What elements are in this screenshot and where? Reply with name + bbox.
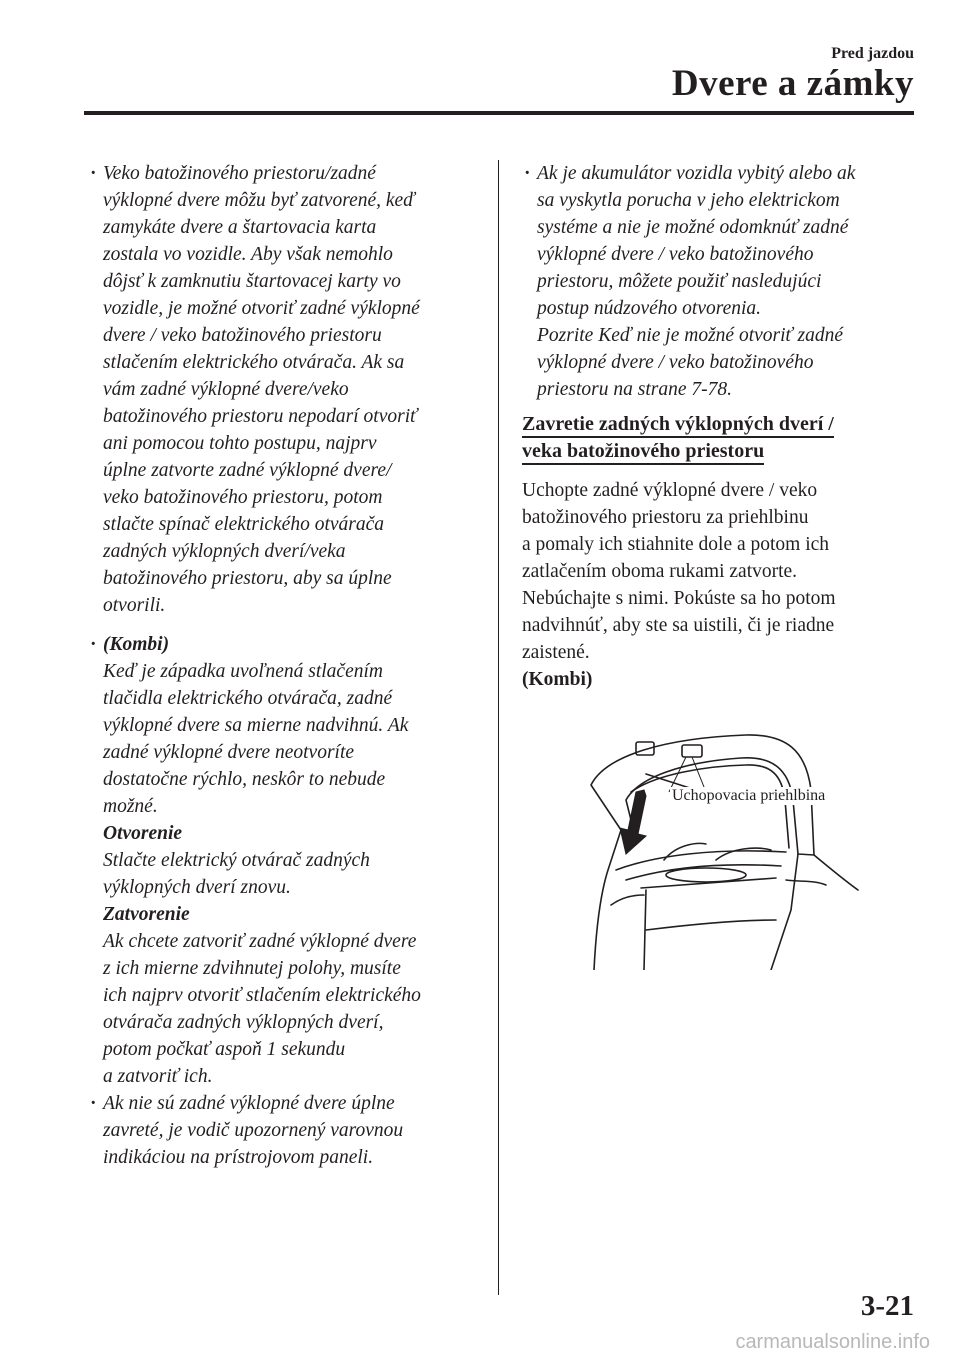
- subheading-close: Zatvorenie: [103, 904, 190, 925]
- watermark: carmanualsonline.info: [735, 1331, 930, 1353]
- body-line: batožinového priestoru za priehlbinu: [522, 507, 809, 528]
- text-line: batožinového priestoru, aby sa úplne: [103, 568, 392, 589]
- liftgate-illustration: [586, 730, 861, 970]
- text-line: úplne zatvorte zadné výklopné dvere/: [103, 460, 392, 481]
- figure-callout-label: Uchopovacia priehlbina: [672, 787, 826, 804]
- text-line: z ich mierne zdvihnutej polohy, musíte: [103, 958, 401, 979]
- text-line: dostatočne rýchlo, neskôr to nebude: [103, 769, 386, 790]
- text-line: zadných výklopných dverí/veka: [103, 541, 346, 562]
- body-line: Uchopte zadné výklopné dvere / veko: [522, 480, 818, 501]
- text-line: tlačidla elektrického otvárača, zadné: [103, 688, 393, 709]
- text-line: otvorili.: [103, 595, 166, 616]
- text-line: Keď je západka uvoľnená stlačením: [103, 661, 383, 682]
- bullet-item: [88, 160, 483, 619]
- header-section: Pred jazdou: [831, 45, 914, 62]
- text-line: potom počkať aspoň 1 sekundu: [103, 1039, 346, 1060]
- text-line: Ak je akumulátor vozidla vybitý alebo ak: [537, 163, 856, 184]
- text-line: Ak chcete zatvoriť zadné výklopné dvere: [103, 931, 417, 952]
- text-line: výklopné dvere / veko batožinového: [537, 352, 814, 373]
- text-line: systéme a nie je možné odomknúť zadné: [537, 217, 849, 238]
- text-line: výklopné dvere môžu byť zatvorené, keď: [103, 190, 416, 211]
- bullet-item: [88, 1090, 483, 1171]
- body-line: zatlačením oboma rukami zatvorte.: [522, 561, 798, 582]
- text-line: vám zadné výklopné dvere/veko: [103, 379, 349, 400]
- bullet-dot: ·: [90, 163, 97, 184]
- bullet-dot: ·: [90, 634, 97, 655]
- body-line: a pomaly ich stiahnite dole a potom ich: [522, 534, 830, 555]
- text-line: a zatvoriť ich.: [103, 1066, 213, 1087]
- text-line: batožinového priestoru nepodarí otvoriť: [103, 406, 418, 427]
- text-line: stlačením elektrického otvárača. Ak sa: [103, 352, 405, 373]
- bullet-item: [522, 160, 917, 403]
- bullet-dot: ·: [524, 163, 531, 184]
- text-line: Ak nie sú zadné výklopné dvere úplne: [103, 1093, 395, 1114]
- text-line: zavreté, je vodič upozornený varovnou: [103, 1120, 404, 1141]
- text-line: zamykáte dvere a štartovacia karta: [103, 217, 377, 238]
- text-line: otvárača zadných výklopných dverí,: [103, 1012, 384, 1033]
- text-line: stlačte spínač elektrického otvárača: [103, 514, 385, 535]
- text-line: veko batožinového priestoru, potom: [103, 487, 383, 508]
- text-line: výklopné dvere / veko batožinového: [537, 244, 814, 265]
- text-line: dôjsť k zamknutiu štartovacej karty vo: [103, 271, 401, 292]
- text-line: zostala vo vozidle. Aby však nemohlo: [103, 244, 393, 265]
- header-rule: [84, 111, 914, 115]
- text-line: sa vyskytla porucha v jeho elektrickom: [537, 190, 840, 211]
- text-line: vozidle, je možné otvoriť zadné výklopné: [103, 298, 420, 319]
- right-column: [522, 160, 917, 693]
- heading-line: veka batožinového priestoru: [522, 440, 764, 465]
- body-line: Nebúchajte s nimi. Pokúste sa ho potom: [522, 588, 836, 609]
- page-title: Dvere a zámky: [671, 63, 914, 104]
- section-heading: [522, 411, 917, 465]
- kombi-label: (Kombi): [522, 669, 593, 690]
- text-line: výklopných dverí znovu.: [103, 877, 291, 898]
- text-line: Stlačte elektrický otvárač zadných: [103, 850, 370, 871]
- body-line: nadvihnúť, aby ste sa uistili, či je riadne: [522, 615, 835, 636]
- column-divider: [498, 160, 499, 1295]
- bullet-item: [88, 631, 483, 1090]
- subheading-kombi: (Kombi): [103, 634, 170, 655]
- text-line: priestoru na strane 7-78.: [537, 379, 732, 400]
- text-line: Veko batožinového priestoru/zadné: [103, 163, 376, 184]
- heading-line: Zavretie zadných výklopných dverí /: [522, 413, 834, 438]
- text-line: výklopné dvere sa mierne nadvihnú. Ak: [103, 715, 409, 736]
- subheading-open: Otvorenie: [103, 823, 183, 844]
- left-column: [88, 160, 483, 1171]
- text-line: ich najprv otvoriť stlačením elektrického: [103, 985, 421, 1006]
- text-line: dvere / veko batožinového priestoru: [103, 325, 382, 346]
- text-line: Pozrite Keď nie je možné otvoriť zadné: [537, 325, 843, 346]
- bullet-dot: ·: [90, 1093, 97, 1114]
- text-line: priestoru, môžete použiť nasledujúci: [537, 271, 822, 292]
- text-line: postup núdzového otvorenia.: [537, 298, 762, 319]
- body-line: zaistené.: [522, 642, 590, 663]
- page-number: 3-21: [860, 1290, 914, 1322]
- text-line: možné.: [103, 796, 158, 817]
- text-line: ani pomocou tohto postupu, najprv: [103, 433, 377, 454]
- text-line: indikáciou na prístrojovom paneli.: [103, 1147, 374, 1168]
- text-line: zadné výklopné dvere neotvoríte: [103, 742, 355, 763]
